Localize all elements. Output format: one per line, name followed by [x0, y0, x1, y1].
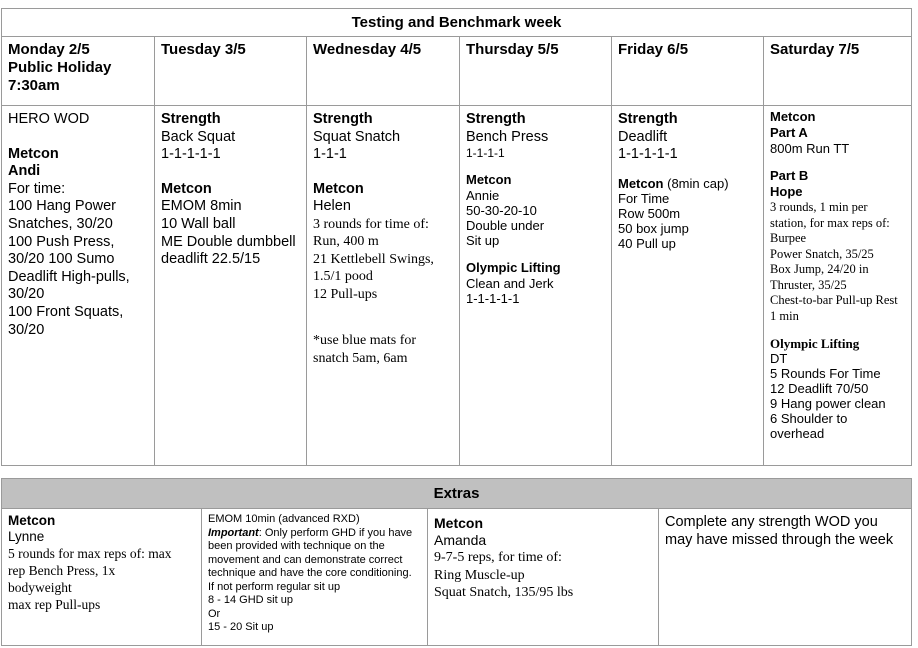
- thursday-line: 50-30-20-10: [466, 203, 537, 219]
- tuesday-strength-scheme: 1-1-1-1-1: [161, 146, 221, 163]
- thursday-metcon-heading: Metcon: [466, 172, 512, 188]
- extras-emom-important-line: [208, 527, 422, 541]
- thursday-line: Double under: [466, 218, 545, 234]
- monday-line: 30/20 100 Sumo: [8, 251, 115, 268]
- thursday-strength-scheme: 1-1-1-1: [466, 146, 505, 161]
- monday-date: Monday 2/5: [8, 41, 90, 58]
- extras-amanda-line: Squat Snatch, 135/95 lbs: [434, 585, 574, 600]
- extras-lynne: [2, 509, 202, 646]
- friday-line: Row 500m: [618, 205, 681, 221]
- monday-line: For time:: [8, 180, 66, 197]
- tuesday-line: deadlift 22.5/15: [161, 251, 261, 268]
- header-tuesday: Tuesday 3/5: [155, 37, 307, 106]
- extras-lynne-line: rep Bench Press, 1x: [8, 563, 116, 578]
- thursday-line: Sit up: [466, 233, 500, 249]
- monday-line: Deadlift High-pulls,: [8, 268, 130, 285]
- extras-emom-title: EMOM 10min (advanced RXD): [208, 513, 360, 525]
- saturday-oly-line: 6 Shoulder to: [770, 411, 848, 426]
- friday-line: 40 Pull up: [618, 235, 676, 251]
- thursday-oly-line: Clean and Jerk: [466, 276, 554, 292]
- wednesday-metcon-heading: Metcon: [313, 180, 364, 197]
- tuesday-line: 10 Wall ball: [161, 215, 236, 232]
- saturday-part-a: Part A: [770, 125, 808, 140]
- extras-catchup-line: may have missed through the week: [665, 532, 894, 548]
- monday-holiday: Public Holiday: [8, 59, 112, 76]
- friday-line: 50 box jump: [618, 220, 689, 236]
- extras-amanda-heading: Metcon: [434, 515, 483, 531]
- wednesday-line: 3 rounds for time of:: [313, 216, 429, 232]
- saturday-part-a-line: 800m Run TT: [770, 141, 850, 156]
- important-text: : Only perform GHD if you have: [258, 526, 413, 539]
- day-body-row: [2, 106, 912, 466]
- extras-lynne-heading: Metcon: [8, 513, 56, 528]
- monday-wod-name: Andi: [8, 163, 41, 180]
- header-saturday: Saturday 7/5: [764, 37, 912, 106]
- wednesday-strength-heading: Strength: [313, 111, 373, 127]
- header-thursday: Thursday 5/5: [460, 37, 612, 106]
- friday-strength-heading: Strength: [618, 111, 678, 127]
- header-wednesday: Wednesday 4/5: [307, 37, 460, 106]
- extras-lynne-line: 5 rounds for max reps of: max: [8, 546, 172, 561]
- extras-emom-line: 8 - 14 GHD sit up: [208, 594, 293, 606]
- day-header-row: [2, 37, 912, 106]
- monday-workout: [2, 106, 155, 466]
- wednesday-strength-scheme: 1-1-1: [313, 146, 347, 163]
- friday-metcon-label: Metcon: [618, 175, 664, 191]
- monday-line: 100 Push Press,: [8, 233, 115, 250]
- extras-lynne-name: Lynne: [8, 529, 45, 544]
- extras-amanda-name: Amanda: [434, 532, 487, 548]
- extras-amanda: [428, 509, 659, 646]
- friday-metcon-heading: [618, 176, 758, 191]
- extras-emom-line: technique and have the core conditioning.: [208, 567, 412, 579]
- wednesday-wod-name: Helen: [313, 198, 351, 215]
- extras-row: [2, 509, 912, 646]
- thursday-line: Annie: [466, 188, 500, 204]
- monday-line: 100 Hang Power: [8, 198, 117, 215]
- extras-title: Extras: [2, 479, 912, 509]
- extras-emom-line: Or: [208, 607, 221, 620]
- extras-lynne-line: bodyweight: [8, 580, 72, 595]
- friday-workout: [612, 106, 764, 466]
- saturday-part-b-line: Chest-to-bar Pull-up Rest: [770, 293, 898, 307]
- benchmark-week-table: [1, 8, 912, 466]
- header-friday: Friday 6/5: [612, 37, 764, 106]
- extras-emom-line: If not perform regular sit up: [208, 580, 341, 593]
- saturday-part-b-line: Thruster, 35/25: [770, 277, 847, 292]
- saturday-wod-name: Hope: [770, 184, 803, 199]
- monday-metcon-heading: Metcon: [8, 145, 59, 162]
- thursday-oly-line: 1-1-1-1-1: [466, 291, 520, 307]
- tuesday-workout: [155, 106, 307, 466]
- saturday-oly-line: DT: [770, 351, 788, 366]
- thursday-workout: [460, 106, 612, 466]
- saturday-part-b-line: station, for max reps of:: [770, 215, 890, 230]
- header-monday: [2, 37, 155, 106]
- wednesday-line: 1.5/1 pood: [313, 269, 373, 285]
- friday-metcon-cap: (8min cap): [663, 175, 729, 191]
- extras-amanda-line: Ring Muscle-up: [434, 567, 525, 583]
- friday-line: For Time: [618, 190, 670, 206]
- saturday-oly-line: 9 Hang power clean: [770, 396, 886, 411]
- extras-table: [1, 478, 912, 646]
- saturday-oly-line: 5 Rounds For Time: [770, 366, 881, 381]
- extras-amanda-line: 9-7-5 reps, for time of:: [434, 550, 562, 565]
- thursday-strength-lift: Bench Press: [466, 128, 549, 145]
- friday-strength-lift: Deadlift: [618, 128, 668, 145]
- thursday-oly-heading: Olympic Lifting: [466, 260, 561, 276]
- saturday-metcon-heading: Metcon: [770, 109, 816, 124]
- table-title: Testing and Benchmark week: [2, 9, 912, 37]
- saturday-part-b-line: Burpee: [770, 231, 807, 245]
- extras-emom: [202, 509, 428, 646]
- tuesday-strength-lift: Back Squat: [161, 128, 236, 145]
- tuesday-line: ME Double dumbbell: [161, 233, 296, 250]
- monday-line: 30/20: [8, 321, 45, 338]
- wednesday-strength-lift: Squat Snatch: [313, 128, 401, 145]
- saturday-part-b-line: 3 rounds, 1 min per: [770, 200, 868, 214]
- hero-wod-label: HERO WOD: [8, 111, 90, 127]
- saturday-oly-line: overhead: [770, 426, 825, 441]
- monday-line: 30/20: [8, 286, 45, 303]
- tuesday-metcon-heading: Metcon: [161, 180, 212, 197]
- saturday-workout: [764, 106, 912, 466]
- extras-catchup: [659, 509, 912, 646]
- extras-emom-line: 15 - 20 Sit up: [208, 621, 274, 633]
- saturday-part-b-line: 1 min: [770, 308, 799, 323]
- saturday-oly-heading: Olympic Lifting: [770, 336, 860, 351]
- wednesday-note: *use blue mats for: [313, 333, 417, 349]
- saturday-part-b: Part B: [770, 168, 809, 183]
- saturday-part-b-line: Power Snatch, 35/25: [770, 246, 874, 261]
- saturday-part-b-line: Box Jump, 24/20 in: [770, 262, 869, 276]
- wednesday-workout: [307, 106, 460, 466]
- extras-lynne-line: max rep Pull-ups: [8, 597, 101, 612]
- friday-strength-scheme: 1-1-1-1-1: [618, 146, 678, 163]
- monday-line: Snatches, 30/20: [8, 215, 113, 232]
- extras-emom-line: movement and can demonstrate correct: [208, 553, 403, 566]
- tuesday-strength-heading: Strength: [161, 111, 221, 127]
- monday-time: 7:30am: [8, 77, 60, 94]
- wednesday-line: Run, 400 m: [313, 234, 379, 250]
- wednesday-line: 12 Pull-ups: [313, 286, 378, 302]
- extras-emom-line: been provided with technique on the: [208, 540, 385, 552]
- important-label: Important: [208, 526, 259, 539]
- thursday-strength-heading: Strength: [466, 111, 526, 127]
- extras-catchup-line: Complete any strength WOD you: [665, 514, 878, 530]
- tuesday-line: EMOM 8min: [161, 198, 242, 215]
- wednesday-line: 21 Kettlebell Swings,: [313, 251, 434, 267]
- saturday-oly-line: 12 Deadlift 70/50: [770, 381, 869, 396]
- wednesday-note: snatch 5am, 6am: [313, 350, 408, 366]
- monday-line: 100 Front Squats,: [8, 303, 124, 320]
